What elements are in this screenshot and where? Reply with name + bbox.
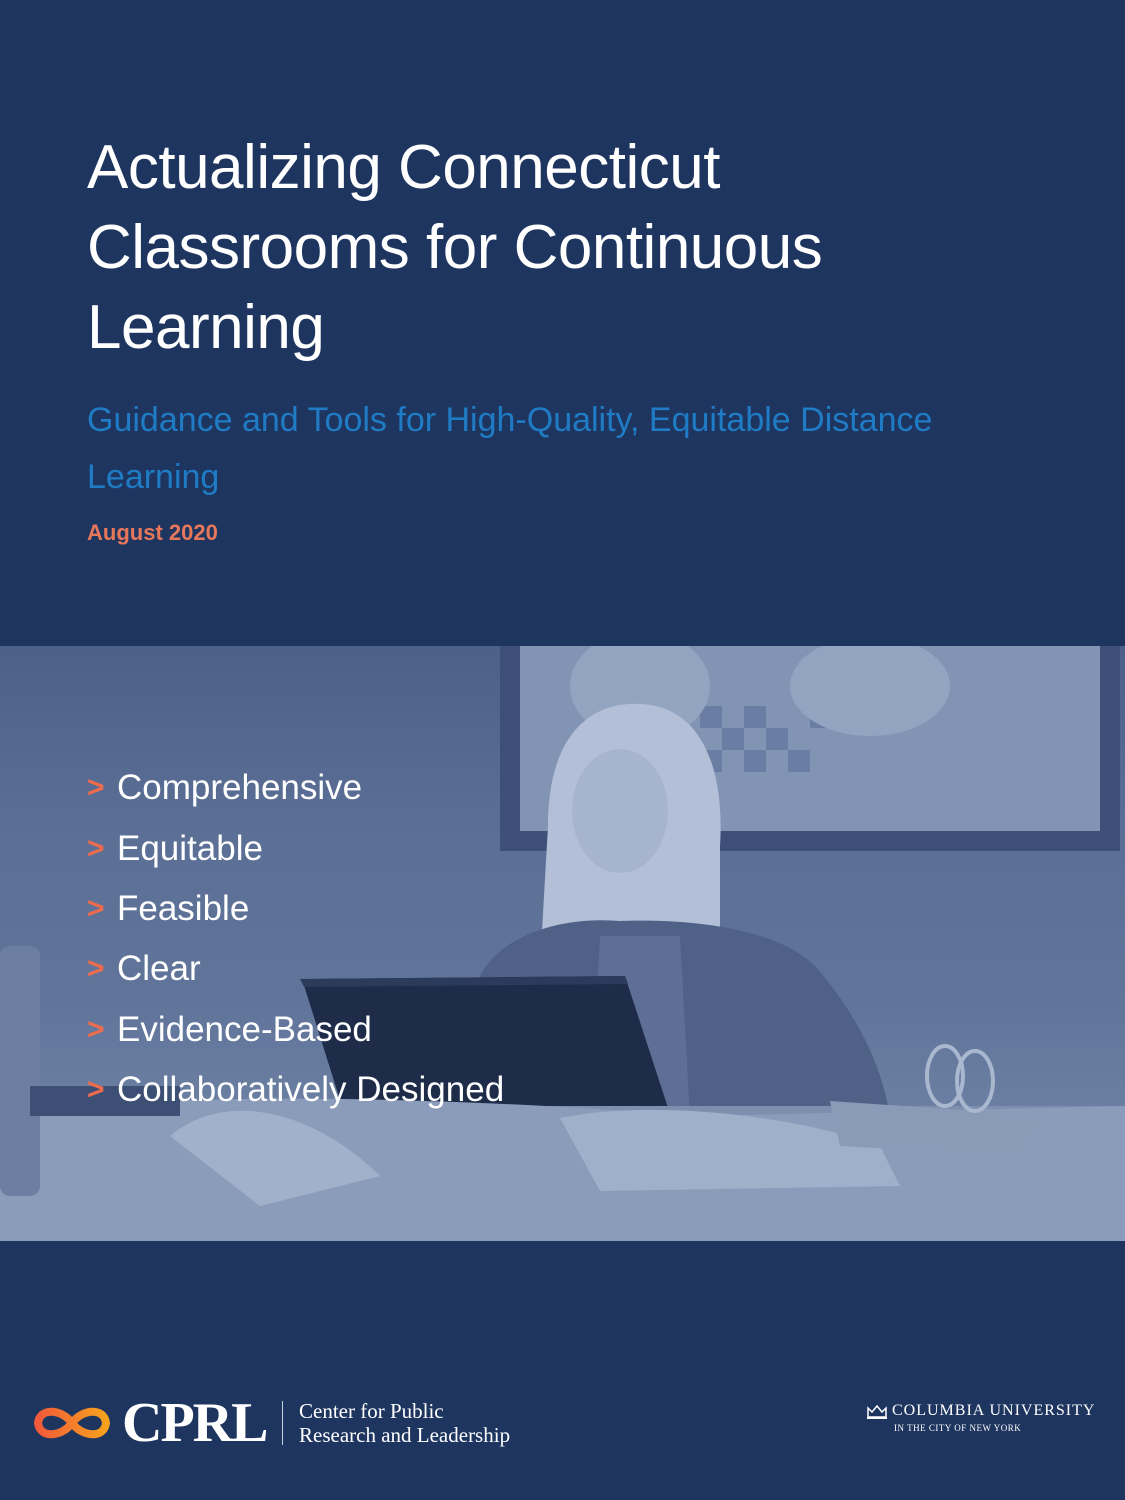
chevron-right-icon: > (87, 771, 105, 805)
cover-title-line: Learning (87, 293, 325, 362)
cprl-name-line1: Center for Public (299, 1399, 444, 1423)
feature-label: Feasible (117, 888, 250, 928)
chevron-right-icon: > (87, 891, 105, 925)
cprl-full-name (299, 1399, 510, 1447)
feature-label: Evidence-Based (117, 1009, 372, 1049)
crown-icon (866, 1404, 888, 1420)
cprl-name-line2: Research and Leadership (299, 1423, 511, 1447)
feature-item (87, 1060, 504, 1120)
cover-subtitle-line: Learning (87, 458, 220, 496)
cover-subtitle-line: Guidance and Tools for High-Quality, Equitable Distance (87, 401, 933, 439)
feature-item (87, 879, 504, 939)
feature-label: Collaboratively Designed (117, 1070, 505, 1110)
feature-item (87, 818, 504, 878)
chevron-right-icon: > (87, 1012, 105, 1046)
logo-divider (282, 1401, 283, 1445)
feature-item (87, 758, 504, 818)
chevron-right-icon: > (87, 952, 105, 986)
chevron-right-icon: > (87, 831, 105, 865)
publication-date: August 2020 (87, 520, 218, 545)
columbia-name: COLUMBIA UNIVERSITY (892, 1402, 1096, 1419)
cprl-wordmark: CPRL (122, 1392, 267, 1454)
cover-title-line: Classrooms for Continuous (87, 213, 823, 282)
cover-title (87, 128, 987, 368)
columbia-subname: IN THE CITY OF NEW YORK (894, 1423, 1022, 1433)
feature-label: Equitable (117, 828, 263, 868)
infinity-logo-icon (30, 1401, 114, 1445)
cover-photo (0, 646, 1125, 1241)
feature-label: Comprehensive (117, 768, 363, 808)
feature-list (87, 758, 504, 1120)
cover-subtitle (87, 392, 1047, 506)
feature-item (87, 939, 504, 999)
feature-item (87, 1000, 504, 1060)
feature-label: Clear (117, 949, 201, 989)
cover-title-line: Actualizing Connecticut (87, 133, 720, 202)
chevron-right-icon: > (87, 1073, 105, 1107)
